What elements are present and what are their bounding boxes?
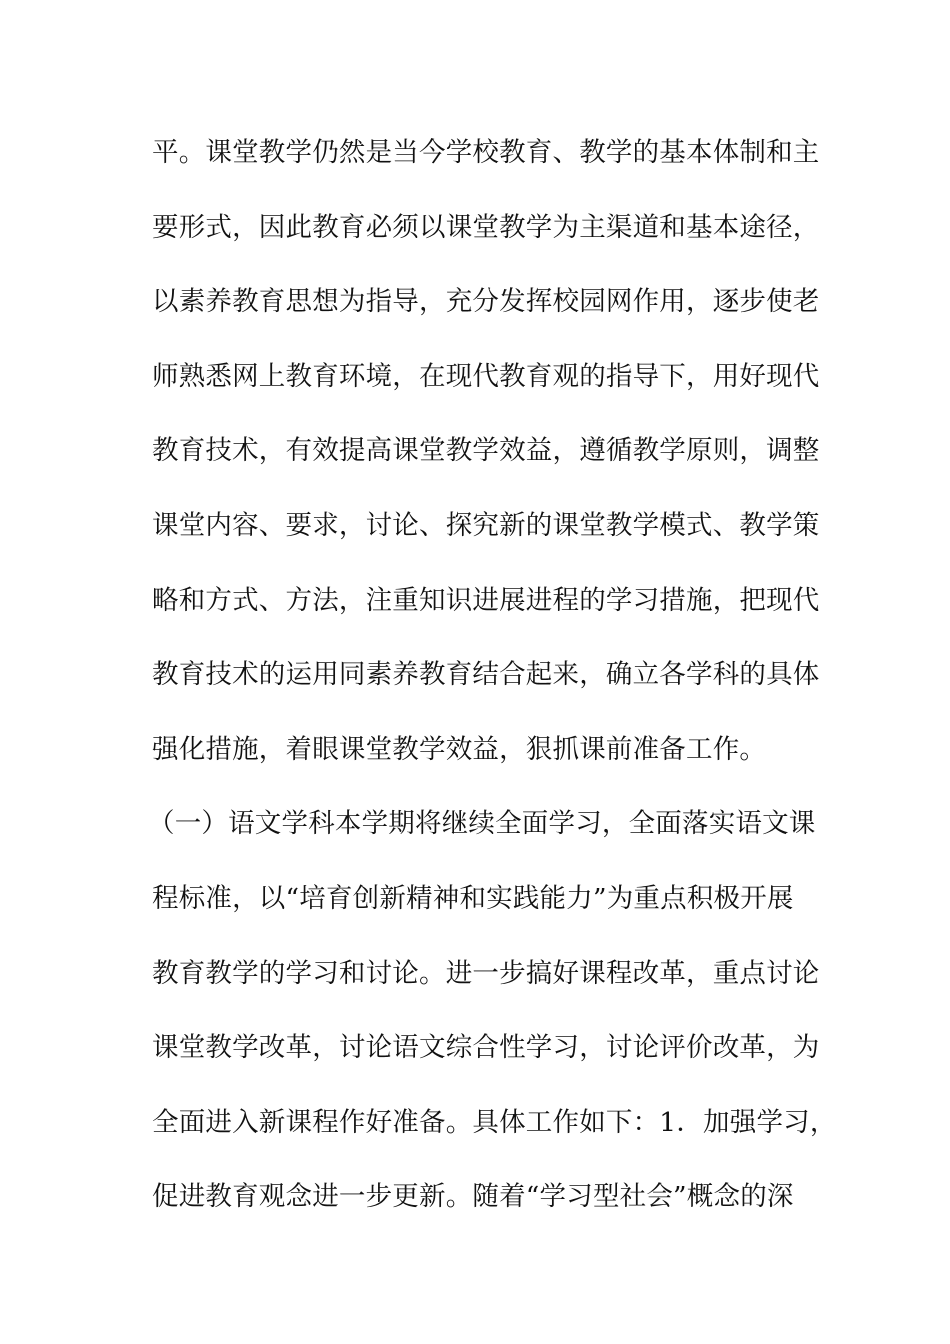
text-line: 教育教学的学习和讨论。进一步搞好课程改革，重点讨论 — [152, 957, 820, 989]
text-line: 平。课堂教学仍然是当今学校教育、教学的基本体制和主 — [152, 137, 820, 168]
body-text — [148, 126, 837, 1245]
text-line: 促进教育观念进一步更新。随着“学习型社会”概念的深 — [152, 1181, 794, 1213]
text-line: 要形式，因此教育必须以课堂教学为主渠道和基本途径， — [152, 211, 820, 243]
text-line: 程标准，以“培育创新精神和实践能力”为重点积极开展 — [152, 882, 794, 914]
section-heading-line: （一）语文学科本学期将继续全面学习，全面落实语文课 — [148, 808, 816, 840]
text-line: 课堂内容、要求，讨论、探究新的课堂教学模式、教学策 — [152, 509, 820, 541]
text-line: 全面进入新课程作好准备。具体工作如下：1．加强学习， — [152, 1106, 837, 1138]
text-line: 以素养教育思想为指导，充分发挥校园网作用，逐步使老 — [152, 286, 820, 318]
text-line: 师熟悉网上教育环境，在现代教育观的指导下，用好现代 — [152, 360, 820, 392]
text-line: 略和方式、方法，注重知识进展进程的学习措施，把现代 — [152, 584, 820, 616]
text-line: 课堂教学改革，讨论语文综合性学习，讨论评价改革，为 — [152, 1032, 820, 1064]
text-line: 教育技术的运用同素养教育结合起来，确立各学科的具体 — [152, 659, 820, 691]
text-line: 强化措施，着眼课堂教学效益，狠抓课前准备工作。 — [152, 733, 767, 765]
text-line: 教育技术，有效提高课堂教学效益，遵循教学原则，调整 — [152, 435, 820, 467]
